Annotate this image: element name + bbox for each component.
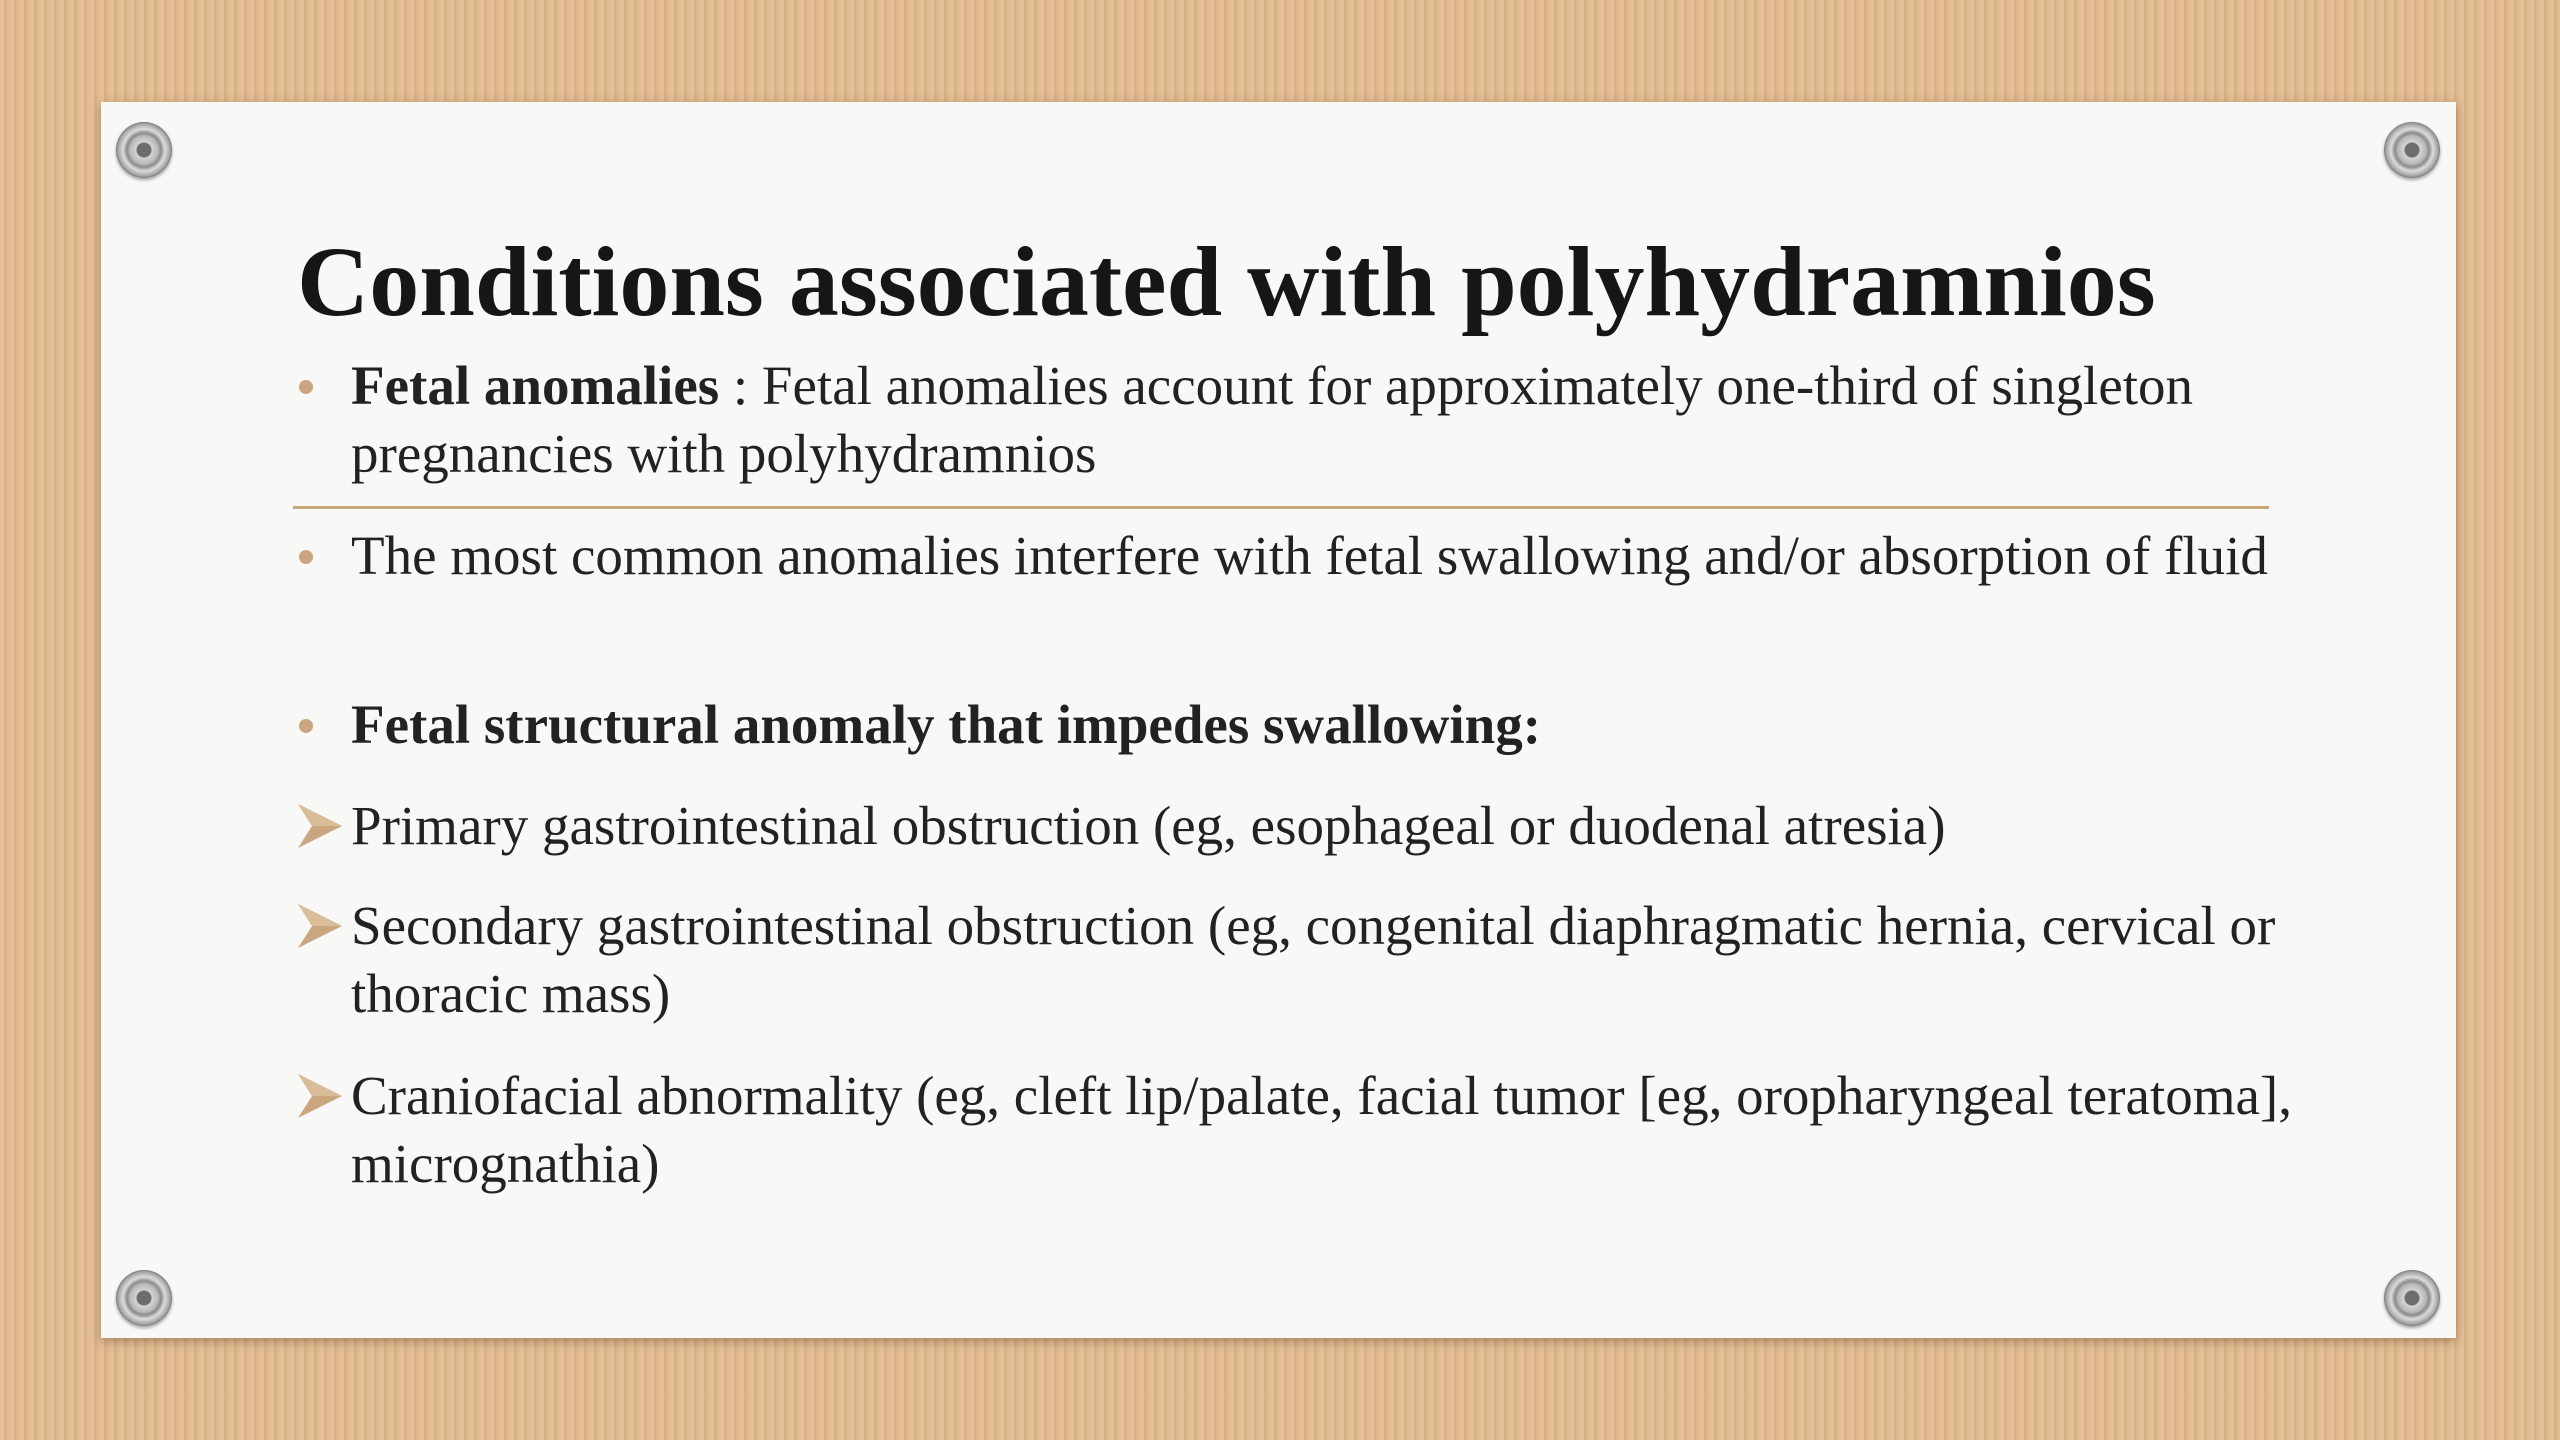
rivet-icon	[116, 122, 172, 178]
bullet-text: The most common anomalies interfere with fetal swallowing and/or absorption of fluid	[351, 525, 2268, 586]
divider-line	[293, 506, 2269, 509]
dot-bullet-icon	[299, 719, 313, 733]
rivet-icon	[2384, 122, 2440, 178]
sub-bullet-item-secondary-obstruction	[351, 892, 2331, 1028]
rivet-icon	[2384, 1270, 2440, 1326]
dot-bullet-icon	[299, 550, 313, 564]
bullet-item-fetal-anomalies	[351, 352, 2331, 488]
slide-title: Conditions associated with polyhydramnios	[297, 226, 2156, 337]
arrowhead-bullet-icon	[295, 900, 345, 952]
bullet-item-common-anomalies	[351, 522, 2331, 590]
slide-board	[101, 102, 2456, 1338]
sub-bullet-item-primary-obstruction	[351, 792, 2331, 860]
sub-bullet-item-craniofacial	[351, 1062, 2331, 1198]
bullet-bold-lead: Fetal anomalies	[351, 355, 720, 416]
bullet-item-structural-anomaly	[351, 691, 2331, 759]
arrowhead-bullet-icon	[295, 800, 345, 852]
arrowhead-bullet-icon	[295, 1070, 345, 1122]
bullet-text: Primary gastrointestinal obstruction (eg, esophageal or duodenal atresia)	[351, 795, 1946, 856]
bullet-bold-text: Fetal structural anomaly that impedes swallowing:	[351, 694, 1542, 755]
rivet-icon	[116, 1270, 172, 1326]
dot-bullet-icon	[299, 380, 313, 394]
bullet-text: Craniofacial abnormality (eg, cleft lip/palate, facial tumor [eg, oropharyngeal teratoma], micrognathia)	[351, 1065, 2292, 1194]
bullet-text: Secondary gastrointestinal obstruction (eg, congenital diaphragmatic hernia, cervical or thoracic mass)	[351, 895, 2276, 1024]
bullet-text: : Fetal anomalies account for approximately one-third of singleton pregnancies with polyhydramnios	[351, 355, 2194, 484]
